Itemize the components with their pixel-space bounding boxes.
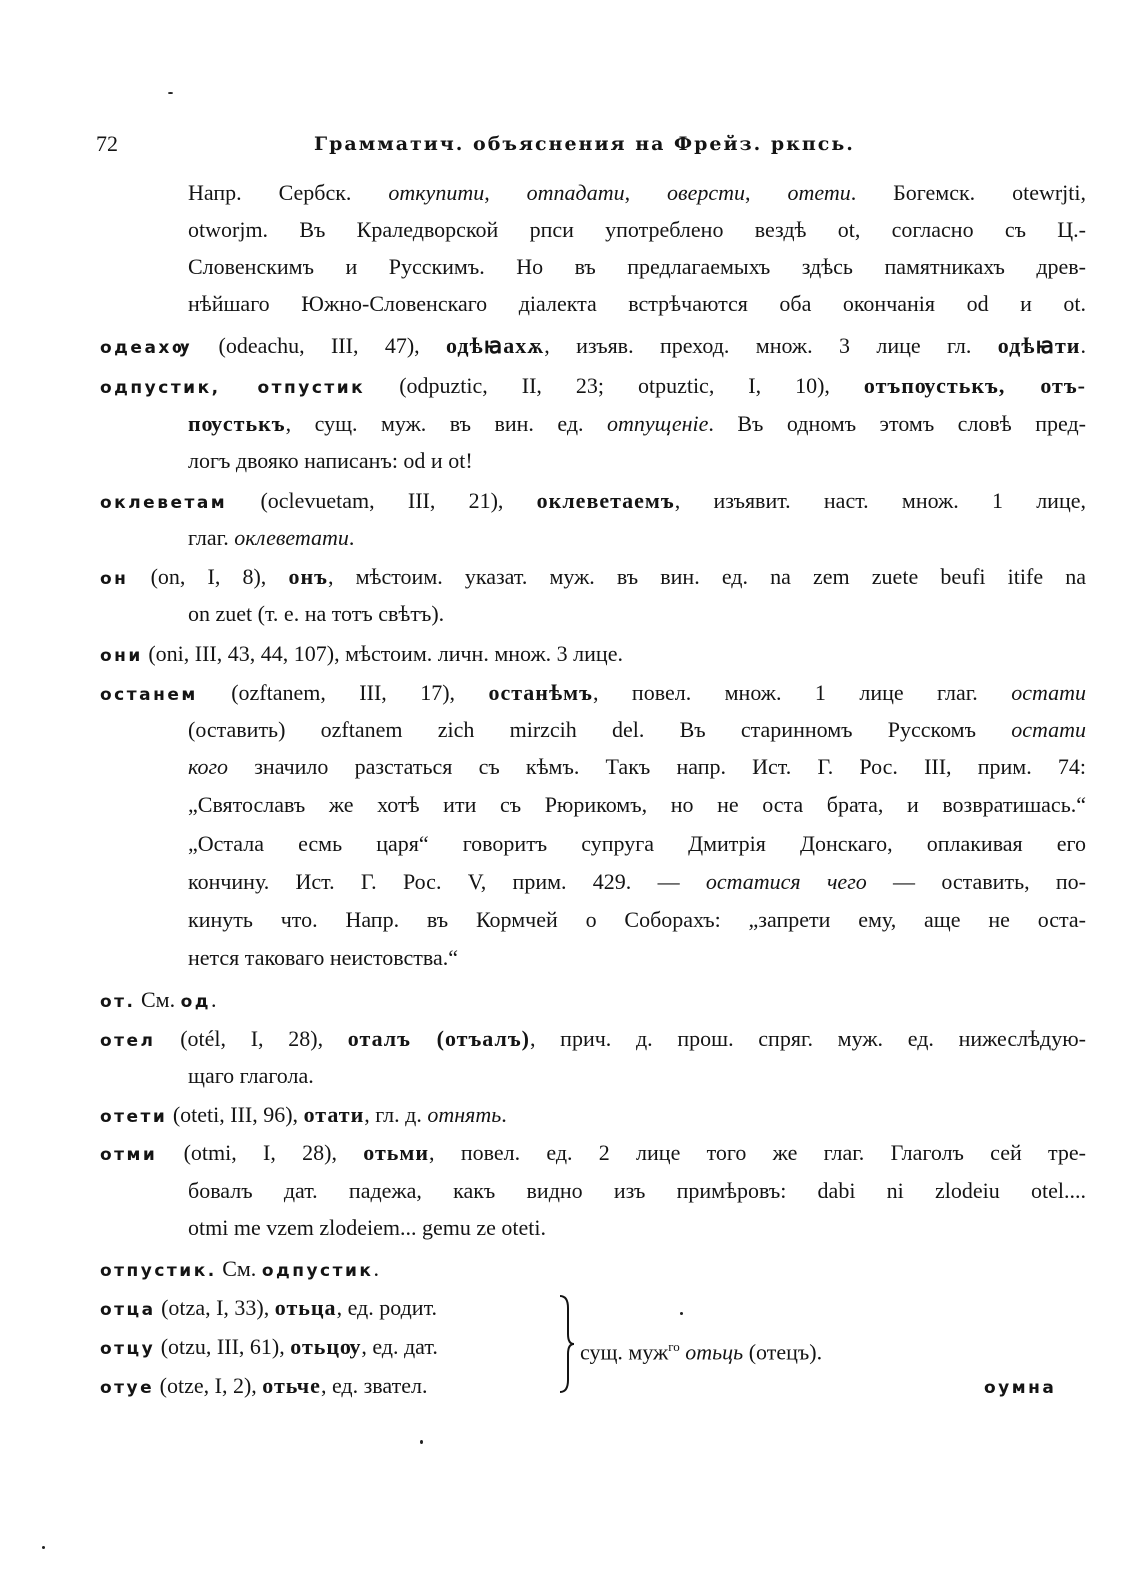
text-line [100,1294,437,1324]
headword: они [100,646,143,666]
text-run: (oni, III, 43, 44, 107), мѣстоим. личн. множ. 3 лице. [142,641,623,666]
church-slavonic-form: отьцѹ [290,1334,362,1359]
italic-gloss: остати [1011,680,1086,705]
text-run: глаг. [188,525,235,550]
italic-gloss: остатися чего [705,869,867,894]
text-run: (otza, I, 33), [155,1295,275,1320]
text-run: . Въ одномъ этомъ словѣ пред- [708,411,1086,436]
text-line [188,216,1086,244]
italic-gloss: отети [787,180,851,205]
text-run: , повел. ед. 2 лице того же глаг. Глаголъ сей тре- [429,1140,1086,1165]
text-run: otworjm. Въ Краледворской рпси употреблено вездѣ ot, согласно съ Ц.- [188,217,1086,242]
headword: одпустик [261,1261,374,1281]
justified-run [188,216,1086,244]
text-line [188,791,1086,819]
church-slavonic-form: отъпѹстькъ, отъ- [863,373,1086,398]
justified-run [100,1139,1086,1169]
catchword: оумна [984,1378,1057,1398]
text-run: (otzu, III, 61), [155,1334,291,1359]
text-run: нется таковаго неистовства.“ [188,945,459,970]
text-run: , ед. родит. [336,1295,438,1320]
text-run: (oclevuetam, III, 21), [227,488,537,513]
church-slavonic-form: оталъ (отъалъ) [347,1026,530,1051]
text-line [188,410,1086,438]
text-line [100,563,1086,593]
italic-gloss: отьць [685,1339,744,1365]
text-line [188,753,1086,781]
justified-run [188,753,1086,781]
text-run: . [373,1256,379,1281]
text-run: кинуть что. Напр. въ Кормчей о Соборахъ: „запрети ему, аще не оста- [188,907,1086,932]
text-run: — оставить, по- [866,869,1086,894]
headword: останем [100,685,198,705]
church-slavonic-form: одѣꙗахѫ [446,333,545,358]
text-run: (отецъ). [743,1339,823,1365]
text-run: , ед. звател. [320,1373,428,1398]
headword: от. [100,992,136,1012]
justified-run [188,1177,1086,1205]
text-line [100,640,623,670]
text-run: , гл. д. [364,1102,428,1127]
text-run: . Богемск. otewrjti, [850,180,1087,205]
text-run: . [211,987,217,1012]
text-run: (otmi, I, 28), [157,1140,364,1165]
justified-run [100,679,1086,709]
justified-run [188,791,1086,819]
justified-run [188,906,1086,934]
text-run: „Остала есмь царя“ говоритъ супруга Дмитрія Донскаго, оплакивая его [188,831,1086,856]
text-run: , ед. дат. [361,1334,438,1359]
text-line [100,986,217,1016]
text-line [100,332,1086,362]
headword: одпустик, отпустик [100,378,366,398]
italic-gloss: оверсти [667,180,745,205]
text-line [100,1372,427,1402]
headword: отети [100,1107,168,1127]
headword: отца [100,1300,156,1320]
text-run: on zuet (т. е. на тотъ свѣтъ). [188,601,445,626]
print-speck [680,1312,683,1315]
italic-gloss: остати [1011,717,1086,742]
text-line [188,447,473,475]
text-run: „Святославъ же хотѣ ити съ Рюрикомъ, но не оста брата, и возвратишась.“ [188,792,1086,817]
running-header [96,131,1086,165]
text-run: . [348,525,355,550]
text-run: , [484,180,527,205]
print-speck [168,92,173,94]
text-run: , сущ. муж. въ вин. ед. [285,411,608,436]
italic-gloss: отпущеніе [607,411,709,436]
print-speck [42,1546,45,1549]
italic-gloss: откупити [388,180,485,205]
text-run: (оставить) ozftanem zich mirzcih del. Въ старинномъ Русскомъ [188,717,1012,742]
justified-run [100,372,1086,402]
text-run: нѣйшаго Южно-Словенскаго діалекта встрѣчаются оба окончанія od и ot. [188,291,1086,316]
justified-run [188,253,1086,281]
text-run: , мѣстоим. указат. муж. въ вин. ед. na zem zuete beufi itife na [327,564,1086,589]
text-run: , [745,180,788,205]
brace-note [580,1333,822,1366]
text-line [188,906,1086,934]
headword: оклеветам [100,493,228,513]
church-slavonic-form: отати [303,1102,365,1127]
text-line [188,1214,546,1242]
justified-run [188,830,1086,858]
text-run: сущ. муж [580,1339,669,1365]
text-line [188,868,1086,896]
church-slavonic-form: отьца [274,1295,337,1320]
justified-run [188,868,1086,896]
text-run: (otél, I, 28), [155,1026,348,1051]
italic-gloss: оклеветати [234,525,349,550]
church-slavonic-form: останѣмъ [488,680,593,705]
headword: отуе [100,1378,155,1398]
text-run: щаго глагола. [188,1063,314,1088]
text-line [188,1062,314,1090]
text-run: , [624,180,668,205]
italic-gloss: отпадати [526,180,625,205]
text-run: См. [135,987,181,1012]
text-line [100,1333,438,1363]
church-slavonic-form: онъ [288,564,328,589]
text-line [100,1025,1086,1055]
headword: отпустик. [100,1261,217,1281]
text-run: (oteti, III, 96), [167,1102,304,1127]
text-run: значило разстаться съ кѣмъ. Такъ напр. Ист. Г. Рос. III, прим. 74: [228,754,1086,779]
text-run: (otze, I, 2), [154,1373,263,1398]
text-run: Напр. Сербск. [188,180,389,205]
text-run: . [1080,333,1086,358]
text-line [100,1101,507,1131]
text-line [188,290,1086,318]
headword: он [100,569,129,589]
justified-run [188,290,1086,318]
page-number: 72 [96,131,118,156]
italic-gloss: отнять [427,1102,502,1127]
text-run: (on, I, 8), [128,564,289,589]
text-run: го [668,1339,680,1354]
text-line [188,716,1086,744]
church-slavonic-form: отьче [262,1373,321,1398]
headword: одеахѹ [100,338,193,358]
text-line [188,830,1086,858]
headword: од [180,992,212,1012]
justified-run [100,332,1086,362]
headword: отел [100,1031,156,1051]
text-line [100,679,1086,709]
text-run: кончину. Ист. Г. Рос. V, прим. 429. — [188,869,706,894]
text-line [188,179,1086,207]
text-run: (odeachu, III, 47), [192,333,447,358]
text-line [100,487,1086,517]
church-slavonic-form: оклеветаемъ [536,488,675,513]
justified-run [188,179,1086,207]
justified-run [100,487,1086,517]
justified-run [100,1025,1086,1055]
curly-brace [556,1294,576,1394]
text-run: . [501,1102,507,1127]
text-line [188,600,444,628]
justified-run [188,410,1086,438]
running-title: Грамматич. объяснения на Фрейз. ркпсь. [314,133,855,155]
text-run: (odpuztic, II, 23; otpuztic, I, 10), [365,373,864,398]
headword: отми [100,1145,158,1165]
text-line [188,1177,1086,1205]
text-line [100,1255,379,1285]
text-run: , повел. множ. 1 лице глаг. [593,680,1012,705]
text-line [188,524,354,552]
text-run: otmi me vzem zlodeiem... gemu ze oteti. [188,1215,546,1240]
text-line [188,944,458,972]
text-line [188,253,1086,281]
church-slavonic-form: пѹстькъ [188,411,286,436]
text-run: бовалъ дат. падежа, какъ видно изъ примѣровъ: dabi ni zlodeiu otel.... [188,1178,1086,1203]
justified-run [100,563,1086,593]
text-run: , изъяв. преход. множ. 3 лице гл. [544,333,998,358]
justified-run [188,716,1086,744]
text-run: Словенскимъ и Русскимъ. Но въ предлагаемыхъ здѣсь памятникахъ древ- [188,254,1086,279]
text-line [100,372,1086,402]
text-run: (ozftanem, III, 17), [197,680,489,705]
church-slavonic-form: одѣꙗти [997,333,1081,358]
church-slavonic-form: отьми [363,1140,430,1165]
text-run: , изъявит. наст. множ. 1 лице, [674,488,1086,513]
headword: отцу [100,1339,156,1359]
text-run: , прич. д. прош. спряг. муж. ед. нижеслѣдую- [529,1026,1086,1051]
italic-gloss: кого [188,754,229,779]
print-speck [420,1440,423,1444]
text-run: См. [216,1256,262,1281]
text-line [100,1139,1086,1169]
text-run: логъ двояко написанъ: od и ot! [188,448,473,473]
